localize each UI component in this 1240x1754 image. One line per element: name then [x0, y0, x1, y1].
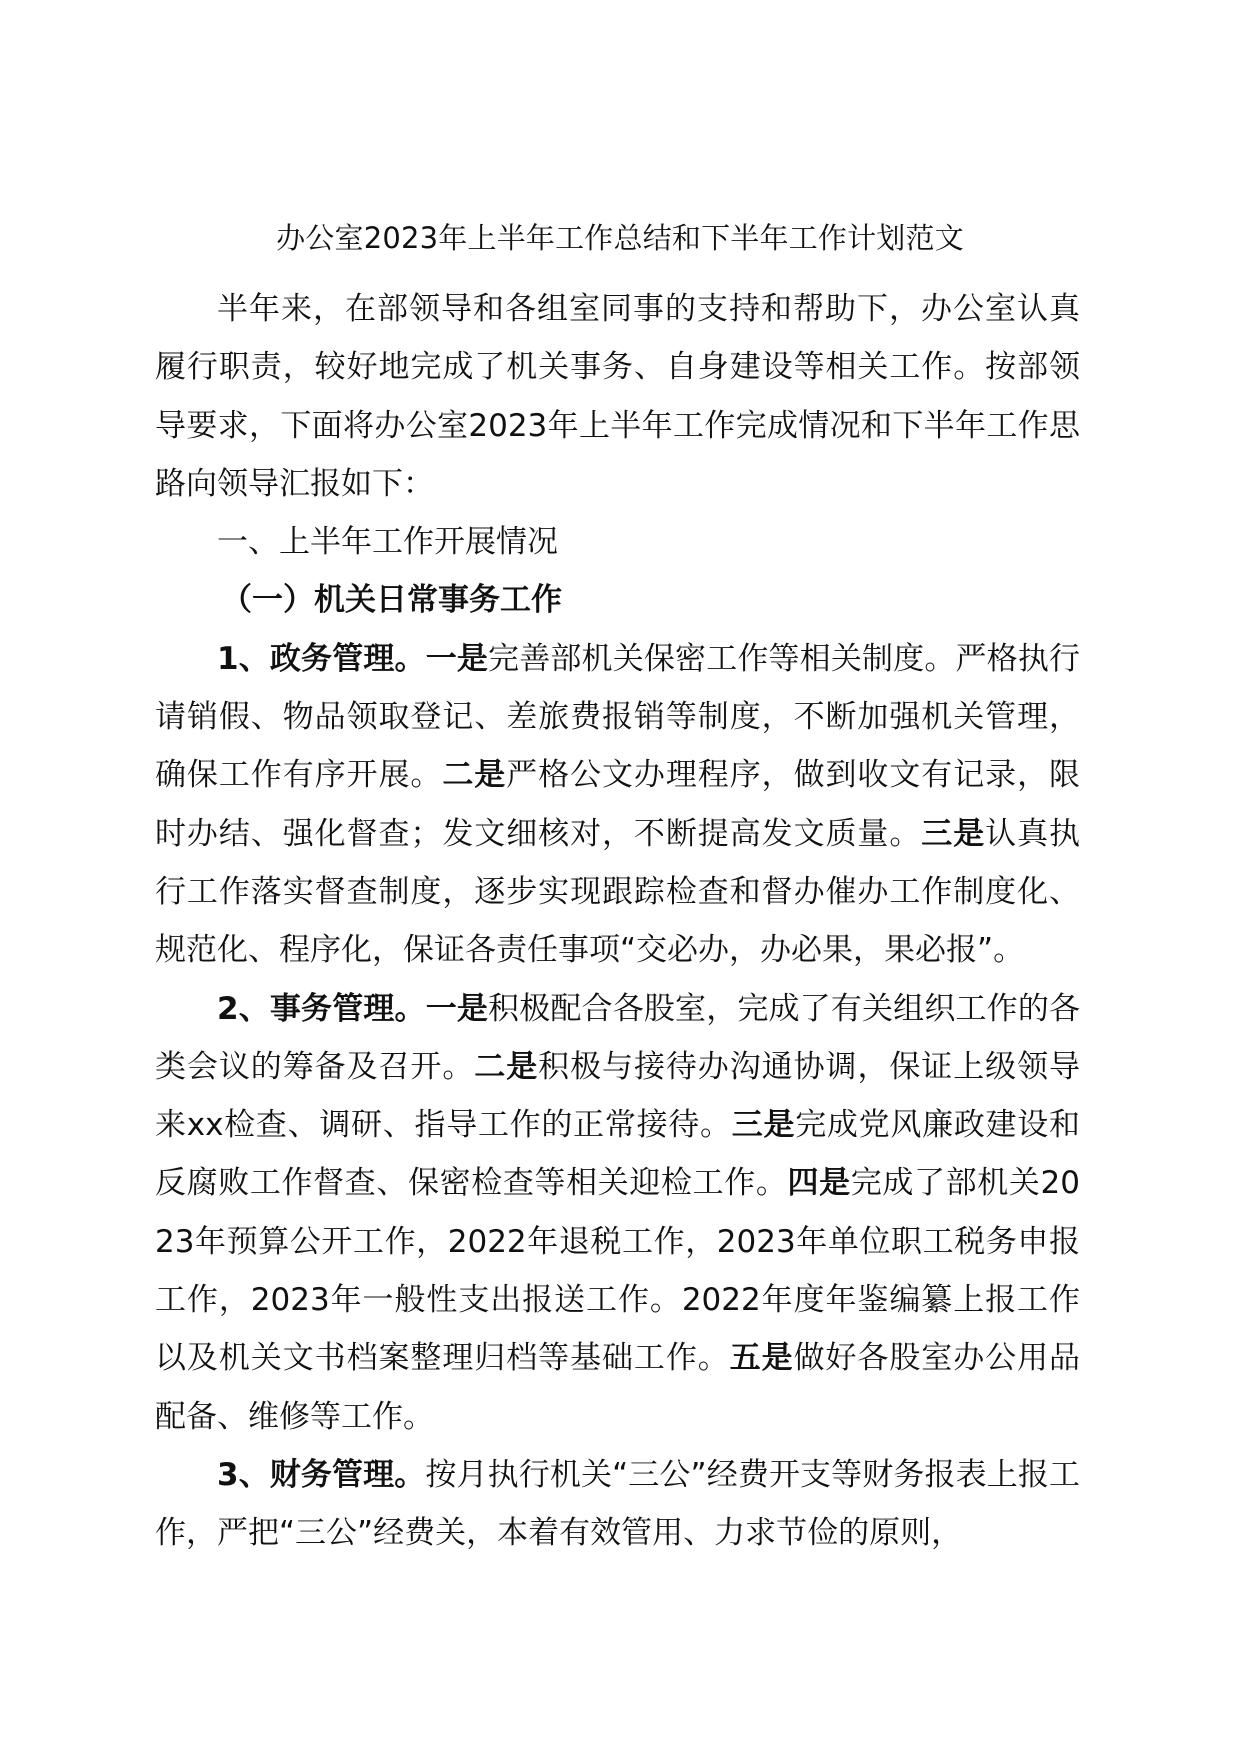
item-2-keyword-4: 四是: [787, 1165, 851, 1202]
item-2-keyword-1: 一是: [425, 990, 489, 1027]
item-1-text-3: 认真执行工作落实督查制度，逐步实现跟踪检查和督办催办工作制度化、规范化、程序化，保证各责任事项“交必办，办必果，果必报”。: [155, 815, 1081, 969]
item-2-text-2: 积极与接待办沟通协调，保证上级领导来xx检查、调研、指导工作的正常接待。: [155, 1048, 1081, 1144]
item-1-text-1: 完善部机关保密工作等相关制度。严格执行请销假、物品领取登记、差旅费报销等制度，不断加强机关管理，确保工作有序开展。: [155, 640, 1080, 794]
item-2-text-4: 完成了部机关2023年预算公开工作，2022年退税工作，2023年单位职工税务申报工作，2023年一般性支出报送工作。2022年度年鉴编纂上报工作以及机关文书档案整理归档等基础工作。: [155, 1165, 1081, 1377]
item-2-text-1: 积极配合各股室，完成了有关组织工作的各类会议的筹备及召开。: [155, 990, 1080, 1085]
document-body: [155, 280, 1080, 1563]
item-2-keyword-5: 五是: [729, 1340, 794, 1377]
item-2-text-3: 完成党风廉政建设和反腐败工作督查、保密检查等相关迎检工作。: [155, 1107, 1081, 1202]
section-heading-1: 一、上半年工作开展情况: [217, 524, 558, 561]
item-paragraph-3: [155, 1446, 1080, 1563]
document-title: 办公室2023年上半年工作总结和下半年工作计划范文: [276, 221, 964, 255]
item-1-label: 1、政务管理。: [217, 640, 426, 677]
item-2-text-5: 做好各股室办公用品配备、维修等工作。: [155, 1340, 1081, 1435]
item-1-keyword-1: 一是: [425, 640, 489, 677]
item-1-keyword-2: 二是: [442, 757, 507, 794]
item-3-text-1: 按月执行机关“三公”经费开支等财务报表上报工作，严把“三公”经费关，本着有效管用、力求节俭的原则，: [155, 1456, 1080, 1552]
item-paragraph-1: [155, 630, 1080, 980]
intro-paragraph: 半年来，在部领导和各组室同事的支持和帮助下，办公室认真履行职责，较好地完成了机关事务、自身建设等相关工作。按部领导要求，下面将办公室2023年上半年工作完成情况和下半年工作思路向领导汇报如下：: [155, 291, 1080, 502]
item-1-text-2: 严格公文办理程序，做到收文有记录，限时办结、强化督查；发文细核对，不断提高发文质量。: [155, 757, 1081, 852]
item-2-keyword-3: 三是: [731, 1107, 796, 1144]
subsection-heading-1: （一）机关日常事务工作: [221, 582, 562, 619]
item-2-keyword-2: 二是: [474, 1048, 539, 1085]
item-1-keyword-3: 三是: [921, 815, 986, 852]
item-3-label: 3、财务管理。: [217, 1456, 426, 1493]
item-paragraph-2: [155, 980, 1080, 1446]
item-2-label: 2、事务管理。: [217, 990, 426, 1027]
